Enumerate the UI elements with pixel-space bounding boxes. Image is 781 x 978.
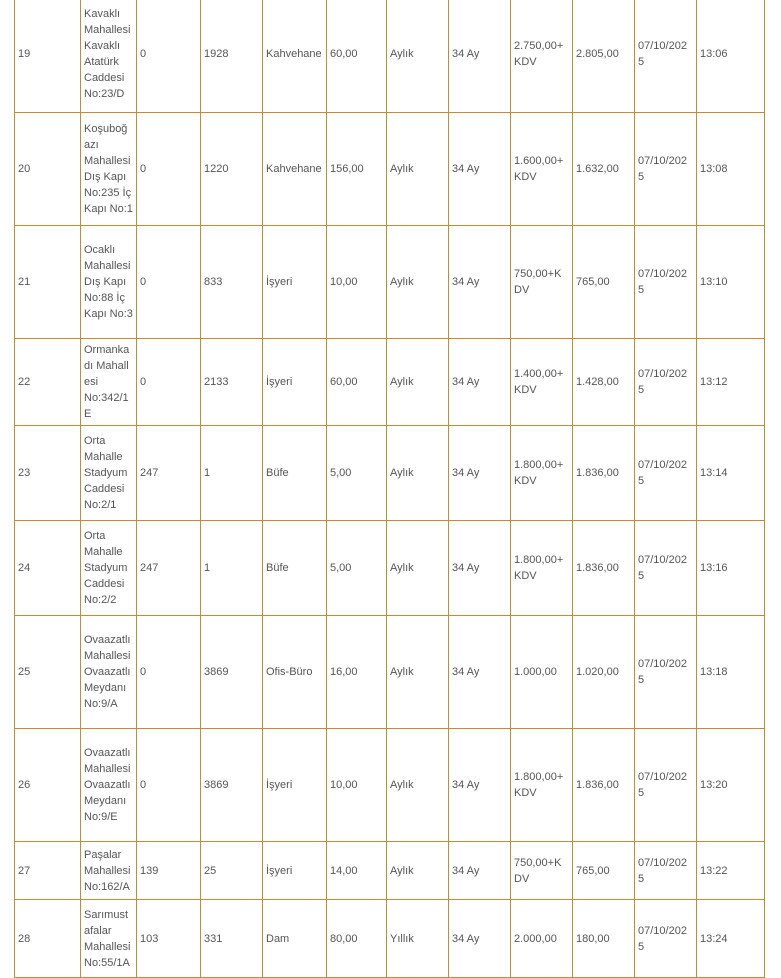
guarantee-cell: 1.632,00 xyxy=(573,113,635,226)
parsel-cell: 2133 xyxy=(201,339,263,426)
date-cell: 07/10/2025 xyxy=(635,616,697,729)
address-cell: Kavaklı Mahallesi Kavaklı Atatürk Caddesi No:23/D xyxy=(81,0,137,113)
price-cell: 750,00+KDV xyxy=(511,226,573,339)
rental-listing-table xyxy=(14,0,765,978)
ada-cell: 247 xyxy=(137,521,201,616)
time-cell: 13:22 xyxy=(697,842,765,900)
payment-period-cell: Aylık xyxy=(387,226,449,339)
row-number-cell: 23 xyxy=(15,426,81,521)
property-type-cell: Büfe xyxy=(263,521,327,616)
table-row xyxy=(15,226,765,339)
guarantee-cell: 1.428,00 xyxy=(573,339,635,426)
time-cell: 13:12 xyxy=(697,339,765,426)
row-number-cell: 22 xyxy=(15,339,81,426)
guarantee-cell: 1.836,00 xyxy=(573,521,635,616)
address-cell: Ormankadı Mahallesi No:342/1E xyxy=(81,339,137,426)
payment-period-cell: Aylık xyxy=(387,0,449,113)
guarantee-cell: 1.836,00 xyxy=(573,729,635,842)
time-cell: 13:08 xyxy=(697,113,765,226)
row-number-cell: 27 xyxy=(15,842,81,900)
table-row xyxy=(15,0,765,113)
duration-cell: 34 Ay xyxy=(449,900,511,978)
row-number-cell: 25 xyxy=(15,616,81,729)
payment-period-cell: Aylık xyxy=(387,616,449,729)
area-cell: 156,00 xyxy=(327,113,387,226)
time-cell: 13:06 xyxy=(697,0,765,113)
ada-cell: 0 xyxy=(137,729,201,842)
date-cell: 07/10/2025 xyxy=(635,113,697,226)
area-cell: 14,00 xyxy=(327,842,387,900)
date-cell: 07/10/2025 xyxy=(635,226,697,339)
table-row xyxy=(15,842,765,900)
ada-cell: 0 xyxy=(137,226,201,339)
address-cell: Sarımustafalar Mahallesi No:55/1A xyxy=(81,900,137,978)
parsel-cell: 331 xyxy=(201,900,263,978)
area-cell: 10,00 xyxy=(327,729,387,842)
property-type-cell: Dam xyxy=(263,900,327,978)
table-row xyxy=(15,521,765,616)
area-cell: 16,00 xyxy=(327,616,387,729)
guarantee-cell: 1.020,00 xyxy=(573,616,635,729)
row-number-cell: 24 xyxy=(15,521,81,616)
guarantee-cell: 765,00 xyxy=(573,226,635,339)
duration-cell: 34 Ay xyxy=(449,842,511,900)
ada-cell: 103 xyxy=(137,900,201,978)
duration-cell: 34 Ay xyxy=(449,226,511,339)
ada-cell: 0 xyxy=(137,616,201,729)
date-cell: 07/10/2025 xyxy=(635,729,697,842)
ada-cell: 0 xyxy=(137,0,201,113)
price-cell: 750,00+KDV xyxy=(511,842,573,900)
address-cell: Orta Mahalle Stadyum Caddesi No:2/1 xyxy=(81,426,137,521)
table-body xyxy=(15,0,765,978)
price-cell: 1.000,00 xyxy=(511,616,573,729)
area-cell: 60,00 xyxy=(327,339,387,426)
time-cell: 13:24 xyxy=(697,900,765,978)
time-cell: 13:20 xyxy=(697,729,765,842)
property-type-cell: Büfe xyxy=(263,426,327,521)
address-cell: Ovaazatlı Mahallesi Ovaazatlı Meydanı No:9/A xyxy=(81,616,137,729)
duration-cell: 34 Ay xyxy=(449,616,511,729)
payment-period-cell: Yıllık xyxy=(387,900,449,978)
payment-period-cell: Aylık xyxy=(387,842,449,900)
parsel-cell: 1220 xyxy=(201,113,263,226)
payment-period-cell: Aylık xyxy=(387,113,449,226)
parsel-cell: 1 xyxy=(201,521,263,616)
duration-cell: 34 Ay xyxy=(449,426,511,521)
guarantee-cell: 2.805,00 xyxy=(573,0,635,113)
row-number-cell: 19 xyxy=(15,0,81,113)
payment-period-cell: Aylık xyxy=(387,339,449,426)
area-cell: 10,00 xyxy=(327,226,387,339)
parsel-cell: 3869 xyxy=(201,729,263,842)
area-cell: 5,00 xyxy=(327,521,387,616)
parsel-cell: 3869 xyxy=(201,616,263,729)
address-cell: Ocaklı Mahallesi Dış Kapı No:88 İç Kapı No:3 xyxy=(81,226,137,339)
property-type-cell: Kahvehane xyxy=(263,0,327,113)
duration-cell: 34 Ay xyxy=(449,0,511,113)
property-type-cell: Kahvehane xyxy=(263,113,327,226)
table-row xyxy=(15,616,765,729)
date-cell: 07/10/2025 xyxy=(635,0,697,113)
date-cell: 07/10/2025 xyxy=(635,842,697,900)
address-cell: Orta Mahalle Stadyum Caddesi No:2/2 xyxy=(81,521,137,616)
price-cell: 2.000,00 xyxy=(511,900,573,978)
address-cell: Koşuboğazı Mahallesi Dış Kapı No:235 İç Kapı No:1 xyxy=(81,113,137,226)
table-row xyxy=(15,426,765,521)
parsel-cell: 833 xyxy=(201,226,263,339)
duration-cell: 34 Ay xyxy=(449,113,511,226)
ada-cell: 0 xyxy=(137,113,201,226)
price-cell: 1.800,00+KDV xyxy=(511,426,573,521)
area-cell: 5,00 xyxy=(327,426,387,521)
price-cell: 1.600,00+KDV xyxy=(511,113,573,226)
date-cell: 07/10/2025 xyxy=(635,339,697,426)
table-row xyxy=(15,339,765,426)
property-type-cell: İşyeri xyxy=(263,339,327,426)
property-type-cell: İşyeri xyxy=(263,226,327,339)
price-cell: 2.750,00+KDV xyxy=(511,0,573,113)
guarantee-cell: 180,00 xyxy=(573,900,635,978)
table-row xyxy=(15,113,765,226)
time-cell: 13:16 xyxy=(697,521,765,616)
ada-cell: 139 xyxy=(137,842,201,900)
duration-cell: 34 Ay xyxy=(449,339,511,426)
payment-period-cell: Aylık xyxy=(387,521,449,616)
date-cell: 07/10/2025 xyxy=(635,521,697,616)
area-cell: 60,00 xyxy=(327,0,387,113)
table-row xyxy=(15,729,765,842)
address-cell: Paşalar Mahallesi No:162/A xyxy=(81,842,137,900)
payment-period-cell: Aylık xyxy=(387,729,449,842)
row-number-cell: 20 xyxy=(15,113,81,226)
price-cell: 1.400,00+KDV xyxy=(511,339,573,426)
date-cell: 07/10/2025 xyxy=(635,426,697,521)
price-cell: 1.800,00+KDV xyxy=(511,729,573,842)
ada-cell: 0 xyxy=(137,339,201,426)
guarantee-cell: 1.836,00 xyxy=(573,426,635,521)
guarantee-cell: 765,00 xyxy=(573,842,635,900)
date-cell: 07/10/2025 xyxy=(635,900,697,978)
duration-cell: 34 Ay xyxy=(449,521,511,616)
ada-cell: 247 xyxy=(137,426,201,521)
duration-cell: 34 Ay xyxy=(449,729,511,842)
parsel-cell: 1928 xyxy=(201,0,263,113)
parsel-cell: 25 xyxy=(201,842,263,900)
address-cell: Ovaazatlı Mahallesi Ovaazatlı Meydanı No:9/E xyxy=(81,729,137,842)
property-type-cell: İşyeri xyxy=(263,842,327,900)
time-cell: 13:14 xyxy=(697,426,765,521)
property-type-cell: Ofis-Büro xyxy=(263,616,327,729)
row-number-cell: 21 xyxy=(15,226,81,339)
property-type-cell: İşyeri xyxy=(263,729,327,842)
payment-period-cell: Aylık xyxy=(387,426,449,521)
time-cell: 13:18 xyxy=(697,616,765,729)
row-number-cell: 26 xyxy=(15,729,81,842)
time-cell: 13:10 xyxy=(697,226,765,339)
price-cell: 1.800,00+KDV xyxy=(511,521,573,616)
area-cell: 80,00 xyxy=(327,900,387,978)
parsel-cell: 1 xyxy=(201,426,263,521)
table-row xyxy=(15,900,765,978)
row-number-cell: 28 xyxy=(15,900,81,978)
